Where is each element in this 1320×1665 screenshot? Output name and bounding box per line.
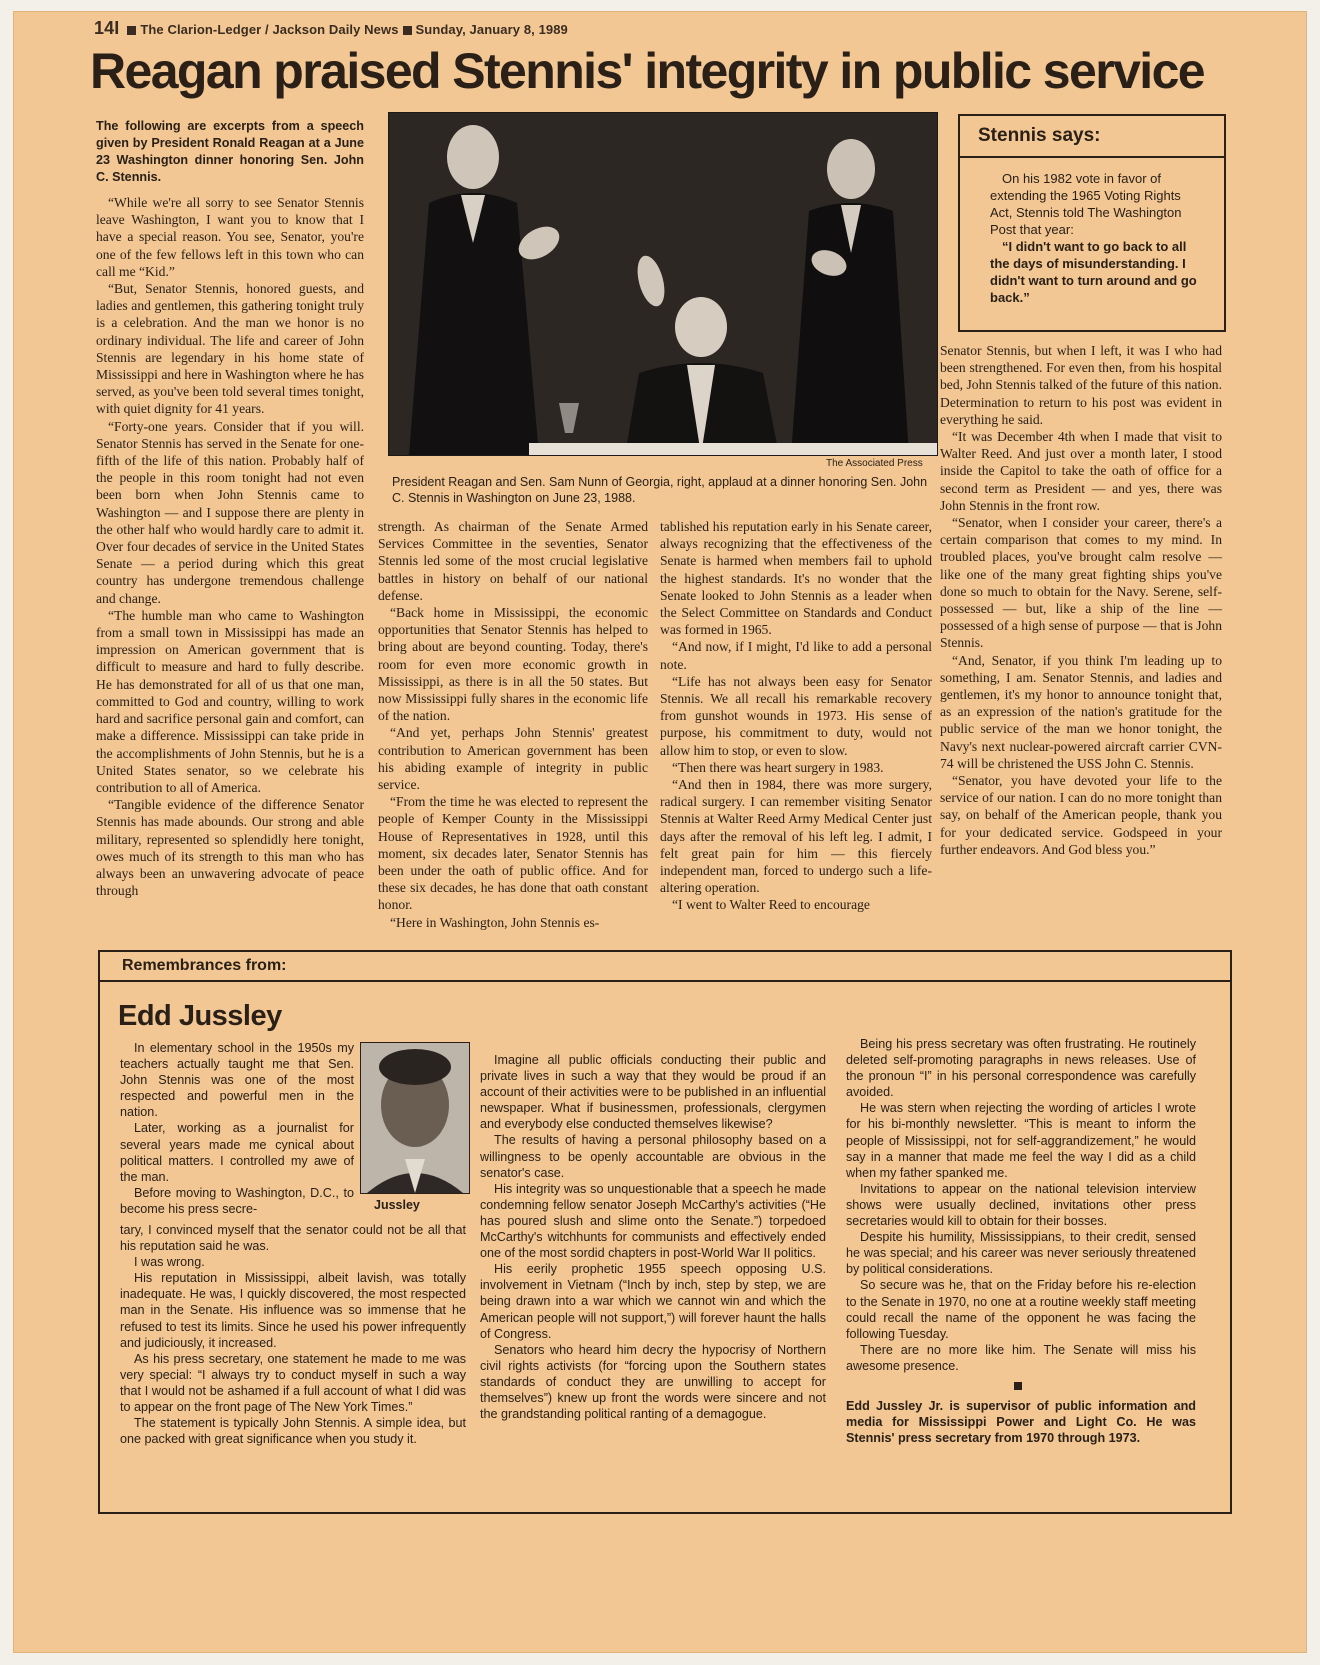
paragraph: Despite his humility, Mississippians, to their credit, sensed he was special; and his career was never seriously threatened by political considerations. <box>846 1230 1196 1277</box>
article-column-2 <box>378 518 648 931</box>
paragraph: Imagine all public officials conducting their public and private lives in such a way that they would be proud if an account of their activities were to be published in an influential newspaper. What if businessmen, professionals, clergymen and everybody else conducted themselves likewise? <box>480 1053 826 1132</box>
paragraph: “But, Senator Stennis, honored guests, and ladies and gentlemen, this gathering tonight truly is a celebration. And the man we honor is no ordinary individual. The life and career of John Stennis are legendary in his home state of Mississippi and here in Washington where he has served, as you've been told several times tonight, with quiet dignity for 41 years. <box>96 281 364 417</box>
paragraph: “While we're all sorry to see Senator Stennis leave Washington, I want you to know that I have a special reason. You see, Senator, you're one of the few fellows left in this town who can call me “Kid.” <box>96 195 364 279</box>
paragraph: tary, I convinced myself that the senator could not be all that his reputation said he was. <box>120 1223 466 1254</box>
paragraph: Before moving to Washington, D.C., to become his press secre- <box>120 1185 354 1216</box>
paragraph: “And then in 1984, there was more surgery, radical surgery. I can remember visiting Senator Stennis at Walter Reed Army Medical Center just days after the removal of his left leg. I admit, I felt great pain for him — this fiercely independent man, forced to undergo such a life-altering operation. <box>660 777 932 896</box>
remembrance-column-3 <box>846 1036 1196 1446</box>
paragraph: “Then there was heart surgery in 1983. <box>672 759 884 775</box>
paragraph: “And, Senator, if you think I'm leading up to something, I am. Senator Stennis, and ladies and gentlemen, it's my honor to announce tonight that, as an expression of the nation's gratitude for the public service of the man we honor tonight, the Navy's next nuclear-powered aircraft carrier CVN-74 will be christened the USS John C. Stennis. <box>940 652 1222 771</box>
paragraph: “And yet, perhaps John Stennis' greatest contribution to American government has been his abiding example of integrity in public service. <box>378 725 648 793</box>
paragraph: So secure was he, that on the Friday before his re-election to the Senate in 1970, no one at a routine weekly staff meeting could recall the name of the opponent he was facing the following Tuesday. <box>846 1278 1196 1341</box>
article-column-3 <box>660 518 932 914</box>
end-mark-icon <box>1014 1382 1022 1390</box>
paragraph: “Senator, when I consider your career, there's a certain comparison that comes to my mind. In troubled places, you've brought calm resolve — like one of the many great fighting ships you've done so much to obtain for the Navy. Serene, self-possessed — but, like a ship of the line — possessed of a high sense of purpose — that is John Stennis. <box>940 515 1222 651</box>
article-column-4 <box>940 342 1222 858</box>
article-intro: The following are excerpts from a speech given by President Ronald Reagan at a June 23 Washington dinner honoring Sen. John C. Stennis. <box>96 119 364 184</box>
paragraph: In elementary school in the 1950s my teachers actually taught me that Sen. John Stennis was one of the most respected and powerful men in the nation. <box>120 1041 354 1120</box>
remembrances-header-label: Remembrances from: <box>122 957 287 974</box>
paragraph: The statement is typically John Stennis. A simple idea, but one packed with great significance when you study it. <box>120 1416 466 1447</box>
remembrances-header <box>100 952 1230 982</box>
paragraph: “Back home in Mississippi, the economic opportunities that Senator Stennis has helped to bring about are beyond counting. Today, there's room for even more economic growth in Mississippi, as there is in all the 50 states. But now Mississippi fully shares in the economic life of the nation. <box>378 605 648 724</box>
sidebar-text: On his 1982 vote in favor of extending the 1965 Voting Rights Act, Stennis told The Washington Post that year: <box>990 171 1182 237</box>
paragraph: “Tangible evidence of the difference Senator Stennis has made abounds. Our strong and able military, represented so splendidly here tonight, owes much of its strength to this man who has always been an unwavering advocate of peace through <box>96 797 364 899</box>
paragraph: strength. As chairman of the Senate Armed Services Committee in the seventies, Senator Stennis led some of the most crucial legislative battles in history on behalf of our national defense. <box>378 519 648 603</box>
paragraph: “Here in Washington, John Stennis es- <box>390 914 600 930</box>
paragraph: tablished his reputation early in his Senate career, always recognizing that the effectiveness of the Senate is harmed when members fail to uphold the highest standards. It's no wonder that the Senate looked to John Stennis as a leader when the Select Committee on Standards and Conduct was formed in 1965. <box>660 519 932 638</box>
photo-credit: The Associated Press <box>826 458 923 469</box>
paragraph: As his press secretary, one statement he made to me was very special: “I always try to conduct myself in such a way that I would not be ashamed if a full account of what I did was to appear on the front page of The New York Times.” <box>120 1351 466 1415</box>
paragraph: His integrity was so unquestionable that a speech he made condemning fellow senator Joseph McCarthy's activities (“He has poured slush and slime onto the Senate.”) torpedoed McCarthy's witchhunts for communists and effectively ended one of the most sordid chapters in post-World War II politics. <box>480 1181 826 1261</box>
paragraph: “From the time he was elected to represent the people of Kemper County in the Mississippi House of Representatives in 1928, until this moment, six decades later, Senator Stennis has been under the oath of public office. And for these six decades, he has done that oath constant honor. <box>378 794 648 913</box>
paragraph: “I went to Walter Reed to encourage <box>672 897 870 913</box>
author-portrait <box>360 1042 470 1194</box>
paragraph: Later, working as a journalist for several years made me cynical about political matters. I controlled my awe of the man. <box>120 1121 354 1184</box>
paragraph: “It was December 4th when I made that visit to Walter Reed. And just over a month later, I stood inside the Capitol to take the oath of office for a second term as President — and yes, there was John Stennis in the front row. <box>940 429 1222 513</box>
headline: Reagan praised Stennis' integrity in public service <box>90 43 1204 99</box>
paragraph: I was wrong. <box>134 1255 205 1270</box>
issue-date: Sunday, January 8, 1989 <box>415 22 568 37</box>
portrait-illustration <box>361 1043 469 1193</box>
news-photo <box>388 112 938 456</box>
newspaper-page <box>14 12 1306 1652</box>
photo-illustration <box>389 113 937 455</box>
paragraph: Invitations to appear on the national television interview shows were usually declined, invitations other press secretaries would kill to obtain for their bosses. <box>846 1181 1196 1229</box>
sidebar-quote: “I didn't want to go back to all the days of misunderstanding. I didn't want to turn around and go back.” <box>990 239 1197 305</box>
separator-square-icon <box>127 26 136 35</box>
paragraph: The results of having a personal philosophy based on a willingness to be openly accountable are obvious in the senator's case. <box>480 1133 826 1180</box>
masthead <box>94 18 568 39</box>
paragraph: “Senator, you have devoted your life to the service of our nation. I can do no more tonight than say, on behalf of the American people, thank you for your dedicated service. Godspeed in your further endeavors. And God bless you.” <box>940 773 1222 857</box>
author-name: Edd Jussley <box>118 1000 282 1032</box>
author-bio: Edd Jussley Jr. is supervisor of public information and media for Mississippi Power and Light Co. He was Stennis' press secretary from 1970 through 1973. <box>846 1398 1196 1446</box>
paragraph: “And now, if I might, I'd like to add a personal note. <box>660 639 932 672</box>
separator-square-icon <box>403 26 412 35</box>
paragraph: “The humble man who came to Washington from a small town in Mississippi has made an impression on American government that is difficult to measure and hard to fully describe. He has demonstrated for all of us that one man, committed to God and country, willing to work hard and sacrifice personal gain and comfort, can make a difference. Mississippi can take pride in the accomplishments of John Stennis, but he is a United States senator, so we celebrate his contribution to all of America. <box>96 607 364 795</box>
paper-name: The Clarion-Ledger / Jackson Daily News <box>140 22 399 37</box>
photo-caption: President Reagan and Sen. Sam Nunn of Georgia, right, applaud at a dinner honoring Sen. John C. Stennis in Washington on June 23, 1988. <box>392 475 928 505</box>
page-number: 14I <box>94 18 120 38</box>
sidebar-title: Stennis says: <box>960 116 1224 158</box>
remembrance-column-2 <box>480 1052 826 1422</box>
remembrance-column-1a <box>120 1040 354 1217</box>
paragraph: His eerily prophetic 1955 speech opposing U.S. involvement in Vietnam (“Inch by inch, step by step, we are being drawn into a war which we cannot win and which the American people will not support,”) will forever haunt the halls of Congress. <box>480 1262 826 1341</box>
portrait-caption: Jussley <box>374 1198 420 1212</box>
stennis-says-sidebar <box>958 114 1226 332</box>
paragraph: He was stern when rejecting the wording of articles I wrote for his bi-monthly newsletter. “This is meant to inform the people of Mississippi, not for self-aggrandizement,” he would say in a manner that made me feel the way I did as a child when my father spanked me. <box>846 1101 1196 1180</box>
paragraph: “Forty-one years. Consider that if you will. Senator Stennis has served in the Senate for one-fifth of the life of this nation. Probably half of the people in this room tonight had not even been born when John Stennis came to Washington — and I suppose there are plenty in the other half who would hardly care to admit it. Over four decades of service in the United States Senate — a period during which this great country has undergone tremendous challenge and change. <box>96 418 364 606</box>
paragraph: Being his press secretary was often frustrating. He routinely deleted self-promoting paragraphs in news releases. Use of the pronoun “I” in his personal correspondence was carefully avoided. <box>846 1037 1196 1100</box>
article-column-1 <box>96 118 364 899</box>
paragraph: Senators who heard him decry the hypocrisy of Northern civil rights activists (for “forcing upon the Southern states standards of conduct they are unwilling to accept for themselves”) knew up front the words were sincere and not the grandstanding political ranting of a demagogue. <box>480 1342 826 1422</box>
paragraph: There are no more like him. The Senate will miss his awesome presence. <box>846 1342 1196 1373</box>
paragraph: “Life has not always been easy for Senator Stennis. We all recall his remarkable recovery from gunshot wounds in 1973. His sense of purpose, his commitment to duty, would not allow him to stop, or even to slow. <box>660 673 932 758</box>
paragraph: His reputation in Mississippi, albeit lavish, was totally inadequate. He was, I quickly discovered, the most respected man in the Senate. His influence was so immense that he refused to test its limits. Since he used his power infrequently and judiciously, it increased. <box>120 1271 466 1350</box>
sidebar-body <box>960 158 1224 306</box>
paragraph: Senator Stennis, but when I left, it was I who had been strengthened. For even then, from his hospital bed, John Stennis talked of the future of this nation. Determination to return to his post was evident in everything he said. <box>940 343 1222 427</box>
remembrance-column-1b <box>120 1222 466 1447</box>
